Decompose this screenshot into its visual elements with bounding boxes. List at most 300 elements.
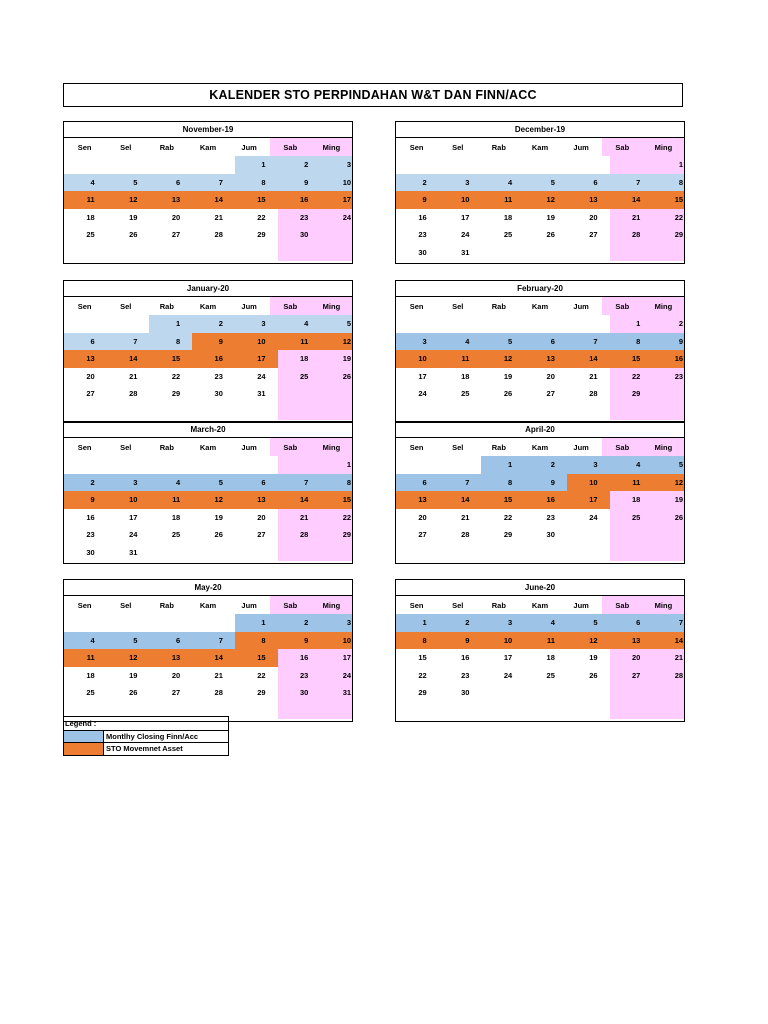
day-header: Jum [241,600,257,610]
day-cell: 29 [418,688,427,698]
day-header: Sel [120,301,132,311]
legend-item-closing [64,731,228,743]
week-row [396,156,684,174]
day-cell: 31 [129,547,138,557]
day-cell [64,315,107,333]
day-cell: 17 [320,649,352,667]
day-cell [320,244,352,262]
day-cell [278,544,321,562]
day-cell [278,403,321,421]
day-cell [652,403,684,421]
day-cell: 3 [567,456,610,474]
day-cell [107,403,150,421]
day-cell: 5 [107,174,150,192]
day-header: Sab [270,596,311,614]
day-cell: 4 [610,456,653,474]
day-header: Kam [531,142,549,152]
month-title: November-19 [64,122,352,138]
day-header: Sel [452,600,464,610]
day-cell: 27 [171,688,181,698]
day-cell: 25 [503,230,513,240]
month-title: January-20 [64,281,352,297]
day-cell [610,684,653,702]
month-calendar-mar-20 [63,421,353,564]
day-cell [107,244,150,262]
day-cell: 1 [481,456,524,474]
day-cell: 22 [257,212,266,222]
day-cell [396,702,439,720]
week-row [396,509,684,527]
day-cell: 11 [439,350,482,368]
day-cell: 11 [278,333,321,351]
week-row [396,315,684,333]
week-row [64,174,352,192]
month-title: May-20 [64,580,352,596]
day-cell: 29 [610,385,653,403]
day-cell: 5 [524,174,567,192]
day-cell: 7 [192,632,235,650]
day-cell: 16 [418,212,427,222]
day-cell [396,544,439,562]
day-header-row [396,297,684,315]
day-header: Ming [643,596,684,614]
day-cell: 14 [567,350,610,368]
day-cell: 11 [481,191,524,209]
month-title: March-20 [64,422,352,438]
week-row [396,526,684,544]
week-row [396,403,684,421]
month-calendar-nov-19 [63,121,353,264]
day-cell: 19 [214,512,223,522]
day-cell [396,456,439,474]
day-header: Rab [159,301,174,311]
day-cell: 15 [149,350,192,368]
day-cell: 17 [567,491,610,509]
day-cell [652,684,684,702]
month-calendar-feb-20 [395,280,685,423]
day-cell [524,315,567,333]
day-cell: 24 [320,667,352,685]
week-row [396,244,684,262]
day-cell [524,684,567,702]
day-cell [320,385,352,403]
day-cell: 14 [192,191,235,209]
day-cell: 30 [214,389,223,399]
day-cell: 1 [652,156,684,174]
day-header: Ming [311,297,352,315]
day-cell: 8 [149,333,192,351]
day-header: Ming [643,297,684,315]
day-cell: 14 [278,491,321,509]
legend-swatch-closing [64,731,104,742]
day-cell: 13 [567,191,610,209]
day-cell: 25 [86,230,95,240]
day-cell: 2 [652,315,684,333]
day-header: Jum [573,442,589,452]
day-header: Kam [531,600,549,610]
day-cell: 20 [86,371,95,381]
day-cell: 31 [257,389,266,399]
day-cell: 20 [257,512,266,522]
day-cell [320,403,352,421]
day-cell: 15 [481,491,524,509]
day-header: Sab [270,297,311,315]
day-header: Ming [311,138,352,156]
day-cell [192,544,235,562]
day-cell: 10 [320,632,352,650]
day-cell: 16 [278,191,321,209]
day-cell: 22 [320,509,352,527]
day-cell: 29 [257,688,266,698]
day-cell: 26 [503,389,513,399]
day-header: Kam [531,442,549,452]
day-cell: 13 [235,491,278,509]
day-cell: 10 [320,174,352,192]
week-row [396,684,684,702]
day-cell [235,456,278,474]
day-cell: 1 [396,614,439,632]
day-cell [610,403,653,421]
day-cell [396,156,439,174]
week-row [64,209,352,227]
day-header-row [396,438,684,456]
day-cell: 24 [129,530,138,540]
day-header: Sab [602,138,643,156]
day-cell: 10 [439,191,482,209]
day-cell: 4 [481,174,524,192]
day-header: Jum [573,301,589,311]
day-cell: 1 [320,456,352,474]
day-cell: 22 [503,512,513,522]
day-cell: 9 [396,191,439,209]
day-cell [652,702,684,720]
day-cell [567,526,610,544]
day-cell: 12 [652,474,684,492]
day-cell: 7 [107,333,150,351]
day-cell [524,702,567,720]
day-cell: 18 [546,653,555,663]
day-cell: 8 [320,474,352,492]
week-row [396,632,684,650]
day-cell [610,244,653,262]
week-row [396,226,684,244]
day-cell: 13 [610,632,653,650]
day-header-row [64,138,352,156]
day-cell: 29 [320,526,352,544]
day-cell [652,544,684,562]
day-header: Sab [602,438,643,456]
day-cell: 21 [461,512,470,522]
day-cell: 16 [524,491,567,509]
day-cell: 3 [107,474,150,492]
day-cell: 2 [278,156,321,174]
day-cell: 12 [567,632,610,650]
day-cell: 23 [278,209,321,227]
day-cell: 23 [214,371,223,381]
day-cell [149,244,192,262]
day-cell: 28 [129,389,138,399]
day-cell: 25 [546,670,555,680]
day-cell: 4 [64,174,107,192]
week-row [396,368,684,386]
day-cell: 30 [461,688,470,698]
week-row [64,526,352,544]
day-cell [481,315,524,333]
day-cell: 12 [107,649,150,667]
week-row [396,174,684,192]
day-cell [278,702,321,720]
day-header: Sen [77,600,92,610]
day-cell: 29 [171,389,181,399]
day-cell: 28 [610,226,653,244]
day-cell: 8 [396,632,439,650]
day-cell: 3 [481,614,524,632]
day-header: Kam [199,142,217,152]
legend-item-sto [64,743,228,755]
day-header-row [396,138,684,156]
day-cell: 26 [320,368,352,386]
day-cell [235,244,278,262]
month-calendar-dec-19 [395,121,685,264]
day-cell: 6 [149,632,192,650]
legend-label-closing: Montlhy Closing Finn/Acc [106,732,199,741]
day-header: Sab [270,138,311,156]
week-row [64,456,352,474]
day-cell: 30 [278,226,321,244]
day-cell: 11 [610,474,653,492]
day-cell: 6 [610,614,653,632]
day-cell [192,244,235,262]
week-row [64,191,352,209]
day-header: Rab [159,600,174,610]
month-calendar-may-20 [63,579,353,722]
day-cell [567,684,610,702]
day-cell: 20 [589,212,598,222]
day-cell: 1 [610,315,653,333]
day-cell: 16 [461,653,470,663]
day-cell [149,456,192,474]
day-cell: 20 [546,371,555,381]
week-row [396,544,684,562]
day-cell [610,702,653,720]
day-cell: 13 [396,491,439,509]
day-cell: 25 [86,688,95,698]
day-cell: 24 [320,209,352,227]
day-cell: 6 [396,474,439,492]
day-cell: 18 [86,670,95,680]
day-cell: 10 [235,333,278,351]
day-cell [278,456,321,474]
day-header: Sel [120,442,132,452]
week-row [64,614,352,632]
day-header: Sen [409,600,424,610]
day-cell [439,456,482,474]
day-cell [149,403,192,421]
day-cell [524,544,567,562]
day-header: Kam [199,442,217,452]
day-cell [439,156,482,174]
day-cell: 19 [320,350,352,368]
day-cell [439,544,482,562]
day-cell: 9 [192,333,235,351]
day-cell: 9 [439,632,482,650]
day-cell: 8 [235,174,278,192]
day-cell [64,456,107,474]
day-cell: 15 [418,653,427,663]
day-cell: 3 [320,614,352,632]
day-cell: 5 [192,474,235,492]
day-cell: 22 [257,670,266,680]
day-header-row [64,438,352,456]
week-row [64,385,352,403]
day-cell: 25 [610,509,653,527]
day-cell: 31 [461,247,470,257]
day-cell: 27 [171,230,181,240]
day-cell: 23 [461,670,470,680]
month-calendar-jan-20 [63,280,353,423]
day-cell [524,244,567,262]
day-cell: 24 [418,389,427,399]
day-cell [107,614,150,632]
day-cell: 17 [418,371,427,381]
day-cell [652,244,684,262]
day-cell: 25 [461,389,470,399]
day-cell: 29 [652,226,684,244]
day-header: Ming [311,596,352,614]
day-cell: 21 [610,209,653,227]
day-cell [278,244,321,262]
day-cell: 19 [503,371,513,381]
day-cell: 9 [278,632,321,650]
day-cell: 17 [235,350,278,368]
day-cell [278,385,321,403]
day-cell: 24 [461,230,470,240]
day-cell: 25 [171,530,181,540]
day-cell: 11 [64,649,107,667]
day-cell: 20 [171,670,181,680]
day-header: Jum [241,442,257,452]
day-cell [149,156,192,174]
day-header-row [64,297,352,315]
week-row [64,315,352,333]
day-cell [439,315,482,333]
day-cell [610,156,653,174]
day-cell: 27 [86,389,95,399]
day-cell: 15 [235,649,278,667]
day-header: Ming [643,438,684,456]
day-cell: 5 [652,456,684,474]
day-cell [567,244,610,262]
month-title: April-20 [396,422,684,438]
week-row [396,491,684,509]
day-cell: 2 [439,614,482,632]
week-row [64,509,352,527]
day-header: Kam [199,600,217,610]
page-title: KALENDER STO PERPINDAHAN W&T DAN FINN/ACC [63,83,683,107]
week-row [396,333,684,351]
day-cell: 2 [524,456,567,474]
day-cell: 24 [257,371,266,381]
day-cell: 7 [278,474,321,492]
day-cell: 21 [129,371,138,381]
day-cell [396,403,439,421]
day-cell: 5 [107,632,150,650]
day-cell: 28 [589,389,598,399]
day-cell: 22 [610,368,653,386]
day-header: Rab [491,442,506,452]
week-row [396,614,684,632]
day-cell: 13 [64,350,107,368]
day-cell: 20 [418,512,427,522]
day-cell: 28 [214,688,223,698]
legend-title: Legend : [64,717,228,731]
day-cell: 23 [278,667,321,685]
day-cell: 6 [235,474,278,492]
day-cell [524,403,567,421]
day-cell: 27 [610,667,653,685]
day-cell: 26 [129,230,138,240]
day-cell [64,614,107,632]
day-cell: 22 [418,670,427,680]
day-header: Sab [602,297,643,315]
day-cell [107,315,150,333]
day-cell: 23 [86,530,95,540]
day-cell: 6 [567,174,610,192]
day-cell [107,156,150,174]
day-header: Sen [409,301,424,311]
day-cell: 7 [439,474,482,492]
day-header: Sel [452,442,464,452]
day-header: Sel [120,142,132,152]
day-header: Rab [491,301,506,311]
week-row [64,350,352,368]
day-cell: 21 [214,670,223,680]
day-cell [481,156,524,174]
day-cell [320,226,352,244]
day-cell [567,403,610,421]
day-cell [610,544,653,562]
day-cell [396,315,439,333]
day-header: Sen [77,142,92,152]
day-cell: 12 [524,191,567,209]
day-header-row [396,596,684,614]
day-cell: 16 [86,512,95,522]
day-cell: 26 [214,530,223,540]
day-header: Ming [311,438,352,456]
day-cell: 9 [524,474,567,492]
day-cell: 2 [192,315,235,333]
day-cell: 27 [589,230,598,240]
day-cell: 14 [610,191,653,209]
day-cell: 30 [86,547,95,557]
day-header: Kam [199,301,217,311]
day-cell [567,315,610,333]
day-cell: 5 [567,614,610,632]
day-cell: 9 [64,491,107,509]
day-cell: 15 [235,191,278,209]
day-cell: 18 [278,350,321,368]
day-cell: 2 [396,174,439,192]
day-cell: 6 [64,333,107,351]
day-cell: 19 [546,212,555,222]
day-header: Rab [159,142,174,152]
week-row [396,385,684,403]
day-cell: 27 [257,530,266,540]
day-header: Sab [602,596,643,614]
day-cell [64,244,107,262]
day-cell: 9 [278,174,321,192]
day-cell [320,702,352,720]
